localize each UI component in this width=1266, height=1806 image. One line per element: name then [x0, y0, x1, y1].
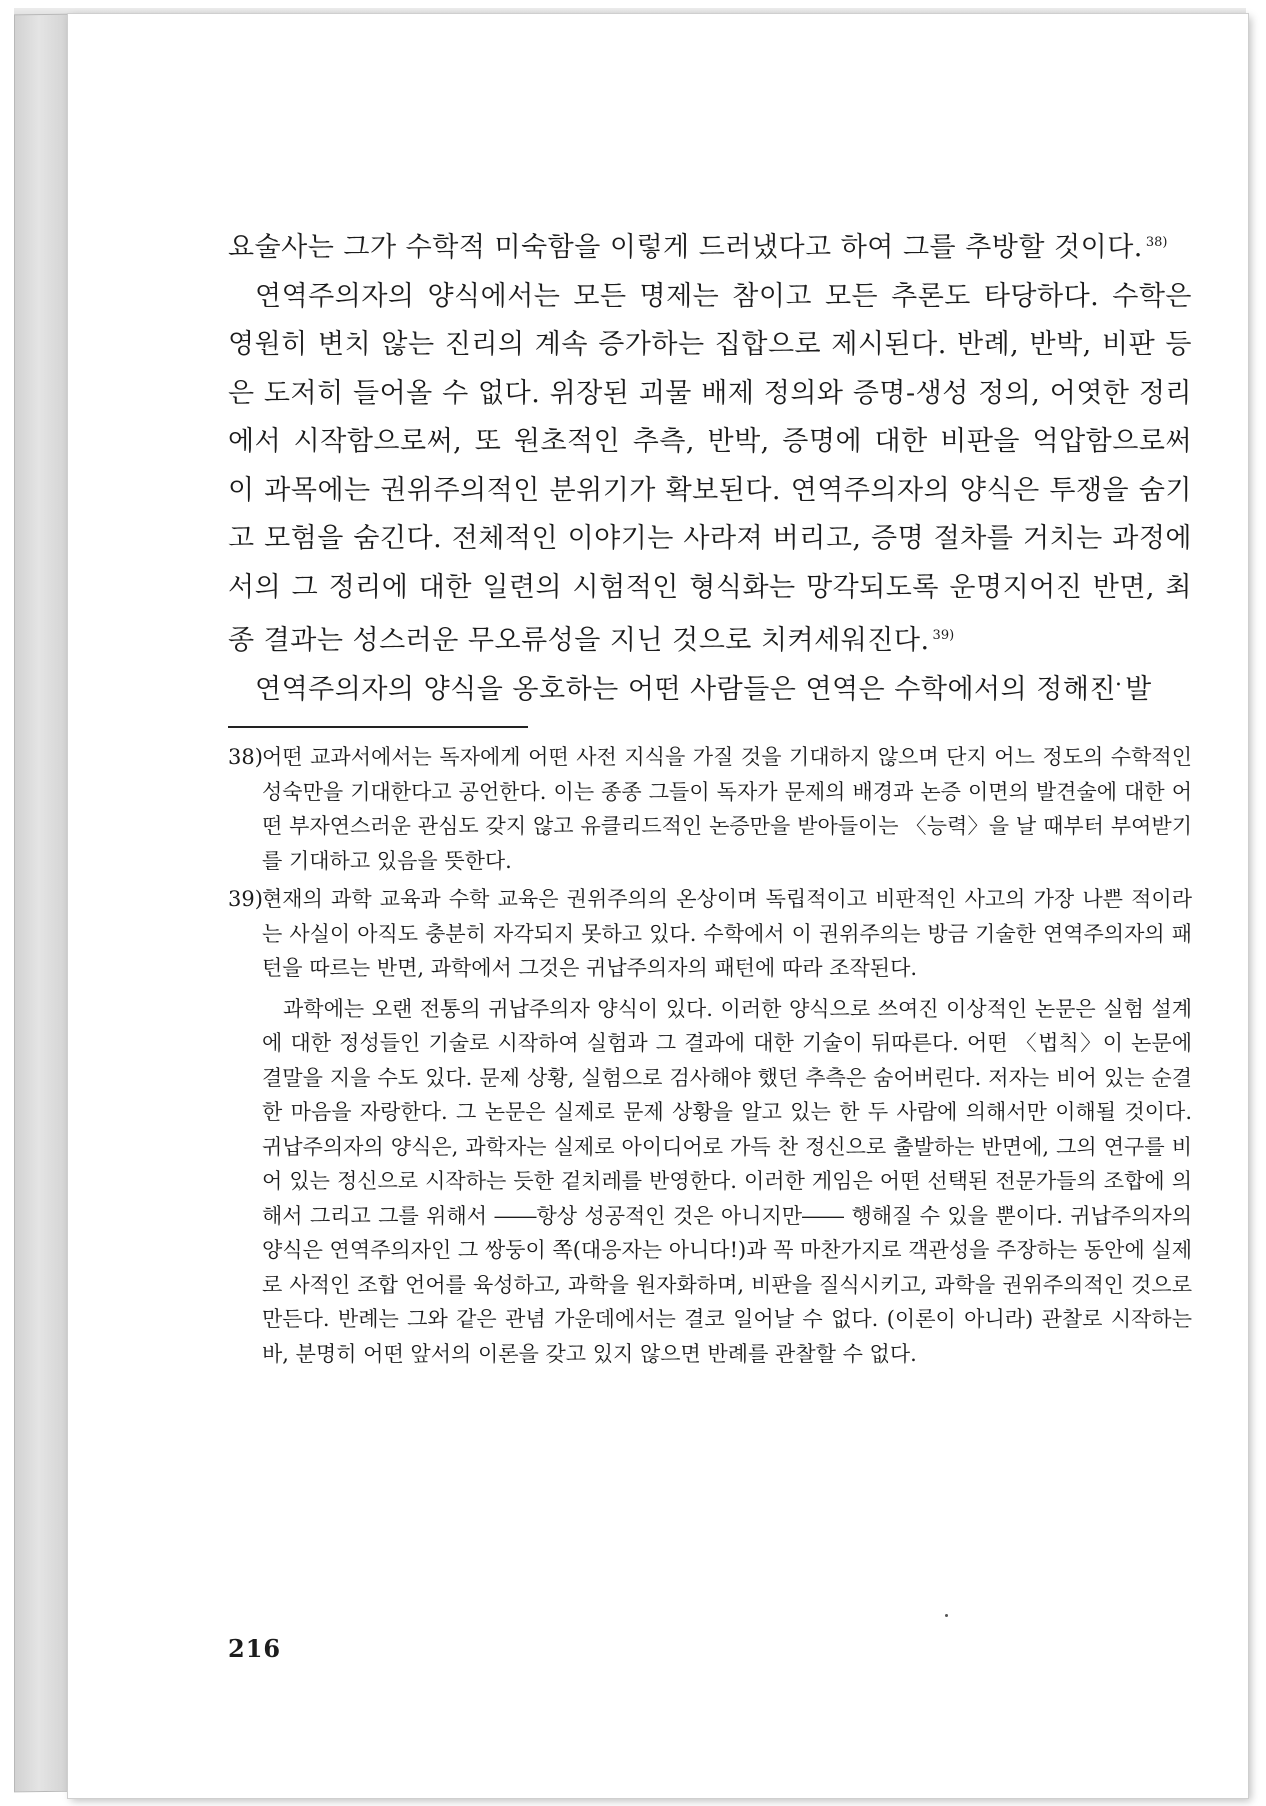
footnote-number: 39): [228, 887, 263, 911]
body-paragraph-3: 연역주의자의 양식을 옹호하는 어떤 사람들은 연역은 수학에서의 • • • 정해진 발: [228, 666, 1192, 715]
footnote-39: [228, 882, 1192, 986]
page-number: 216: [228, 1634, 282, 1663]
print-speck: [945, 1614, 948, 1617]
book-page: [68, 14, 1248, 1798]
footnote-38: [228, 740, 1192, 878]
footnote-text: 어떤 교과서에서는 독자에게 어떤 사전 지식을 가질 것을 기대하지 않으며 단지 어느 정도의 수학적인 성숙만을 기대한다고 공언한다. 이는 종종 그들이 독자가 문제의 배경과 논증 이면의 발견술에 대한 어떤 부자연스러운 관심도 갖지 않고 유클리드적인 논증만을 받아들이는 〈능력〉을 날 때부터 부여받기를 기대하고 있음을 뜻한다.: [262, 745, 1192, 873]
footnote-number: 38): [228, 745, 263, 769]
page-content: [228, 219, 1192, 1371]
body-paragraph-1: 요술사는 그가 수학적 미숙함을 이렇게 드러냈다고 하여 그를 추방할 것이다. $^{38)}$: [228, 232, 1168, 263]
footnote-divider: [228, 726, 528, 728]
footnote-text: 현재의 과학 교육과 수학 교육은 권위주의의 온상이며 독립적이고 비판적인 사고의 가장 나쁜 적이라는 사실이 아직도 충분히 자각되지 못하고 있다. 수학에서 이 권위주의는 방금 기술한 연역주의자의 패턴을 따르는 반면, 과학에서 그것은 귀납주의자의 패턴에 따라 조작된다.: [262, 887, 1192, 980]
footnote-39-continuation: 과학에는 오랜 전통의 귀납주의자 양식이 있다. 이러한 양식으로 쓰여진 이상적인 논문은 실험 설계에 대한 정성들인 기술로 시작하여 실험과 그 결과에 대한 기술이 뒤따른다. 어떤 〈법칙〉이 논문에 결말을 지을 수도 있다. 문제 상황, 실험으로 검사해야 했던 추측은 숨어버린다. 저자는 비어 있는 순결한 마음을 자랑한다. 그 논문은 실제로 문제 상황을 알고 있는 한 두 사람에 의해서만 이해될 것이다. 귀납주의자의 양식은, 과학자는 실제로 아이디어로 가득 찬 정신으로 출발하는 반면에, 그의 연구를 비어 있는 정신으로 시작하는 듯한 겉치레를 반영한다. 이러한 게임은 어떤 선택된 전문가들의 조합에 의해서 그리고 그를 위해서 ――항상 성공적인 것은 아니지만―― 행해질 수 있을 뿐이다. 귀납주의자의 양식은 연역주의자인 그 쌍둥이 쪽(대응자는 아니다!)과 꼭 마찬가지로 객관성을 주장하는 동안에 실제로 사적인 조합 언어를 육성하고, 과학을 원자화하며, 비판을 질식시키고, 과학을 권위주의적인 것으로 만든다. 반례는 그와 같은 관념 가운데에서는 결코 일어날 수 없다. (이론이 아니라) 관찰로 시작하는바, 분명히 어떤 앞서의 이론을 갖고 있지 않으면 반례를 관찰할 수 없다.: [262, 996, 1192, 1366]
emphasized-word: • • • 정해진: [1036, 674, 1116, 705]
body-paragraph-2: 연역주의자의 양식에서는 모든 명제는 참이고 모든 추론도 타당하다. 수학은 영원히 변치 않는 진리의 계속 증가하는 집합으로 제시된다. 반례, 반박, 비판 등은 도저히 들어올 수 없다. 위장된 괴물 배제 정의와 증명-생성 정의, 어엿한 정리에서 시작함으로써, 또 원초적인 추측, 반박, 증명에 대한 비판을 억압함으로써 이 과목에는 권위주의적인 분위기가 확보된다. 연역주의자의 양식은 투쟁을 숨기고 모험을 숨긴다. 전체적인 이야기는 사라져 버리고, 증명 절차를 거치는 과정에서의 그 정리에 대한 일련의 시험적인 형식화는 망각되도록 운명지어진 반면, 최종 결과는 성스러운 무오류성을 지닌 것으로 치켜세워진다. $^{39)}$: [228, 280, 1192, 656]
footnote-ref-39: 39): [932, 628, 955, 643]
book-spine-edge: [14, 14, 76, 1793]
footnotes: [228, 740, 1192, 1371]
footnote-ref-38: 38): [1145, 235, 1168, 250]
